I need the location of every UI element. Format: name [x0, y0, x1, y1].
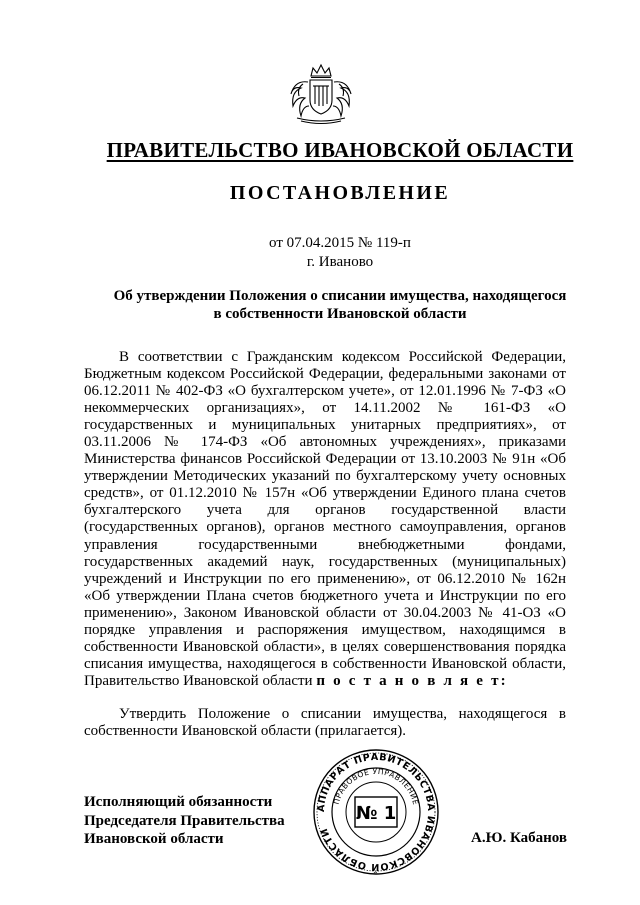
signer-line-3: Ивановской области: [84, 831, 224, 847]
stamp-number: № 1: [355, 803, 397, 824]
subject-line-1: Об утверждении Положения о списании имущества, находящегося: [113, 288, 567, 304]
preamble-paragraph: [84, 349, 566, 690]
postanovlyaet-word: п о с т а н о в л я е т:: [316, 672, 508, 689]
decree-date-number: от 07.04.2015 № 119-п: [269, 235, 411, 251]
signer-name: А.Ю. Кабанов: [471, 830, 568, 846]
stamp-ring-text: АППАРАТ ПРАВИТЕЛЬСТВА ИВАНОВСКОЙ ОБЛАСТИ: [315, 751, 437, 873]
decree-subject: [60, 287, 620, 323]
government-title: ПРАВИТЕЛЬСТВО ИВАНОВСКОЙ ОБЛАСТИ: [106, 138, 574, 162]
stamp-inner-text: ПРАВОВОЕ УПРАВЛЕНИЕ: [331, 766, 421, 806]
signer-position: [84, 793, 285, 849]
signer-line-2: Председателя Правительства: [84, 812, 285, 829]
signer-line-1: Исполняющий обязанности: [84, 794, 273, 810]
decree-city: г. Иваново: [306, 254, 374, 270]
decree-title: ПОСТАНОВЛЕНИЕ: [229, 182, 451, 204]
resolution-paragraph: Утвердить Положение о списании имущества, находящегося в собственности Ивановской области (прилагается).: [84, 706, 566, 740]
official-stamp: [311, 747, 441, 877]
subject-line-2: в собственности Ивановской области: [213, 306, 467, 322]
coat-of-arms-emblem: [283, 62, 359, 126]
preamble-text: В соответствии с Гражданским кодексом Российской Федерации, Бюджетным кодексом Российской Федерации, федеральными законами от 06.12.2011 № 402-ФЗ «О бухгалтерском учете», от 12.01.1996 № 7-ФЗ «О некоммерческих организациях», от 14.11.2002 № 161-ФЗ «О государственных и муниципальных унитарных предприятиях», от 03.11.2006 № 174-ФЗ «Об автономных учреждениях», приказами Министерства финансов Российской Федерации от 13.10.2003 № 91н «Об утверждении Методических указаний по бухгалтерскому учету основных средств», от 01.12.2010 № 157н «Об утверждении Единого плана счетов бухгалтерского учета для органов государственной власти (государственных органов), органов местного самоуправления, органов управления государственными внебюджетными фондами, государственных академий наук, государственных (муниципальных) учреждений и Инструкции по его применению», от 06.12.2010 № 162н «Об утверждении Плана счетов бюджетного учета и Инструкции по его применению», Законом Ивановской области от 30.04.2003 № 41-ОЗ «О порядке управления и распоряжения имуществом, находящимся в собственности Ивановской области», в целях совершенствования порядка списания имущества, находящегося в собственности Ивановской области, Правительство Ивановской области: [84, 349, 566, 689]
